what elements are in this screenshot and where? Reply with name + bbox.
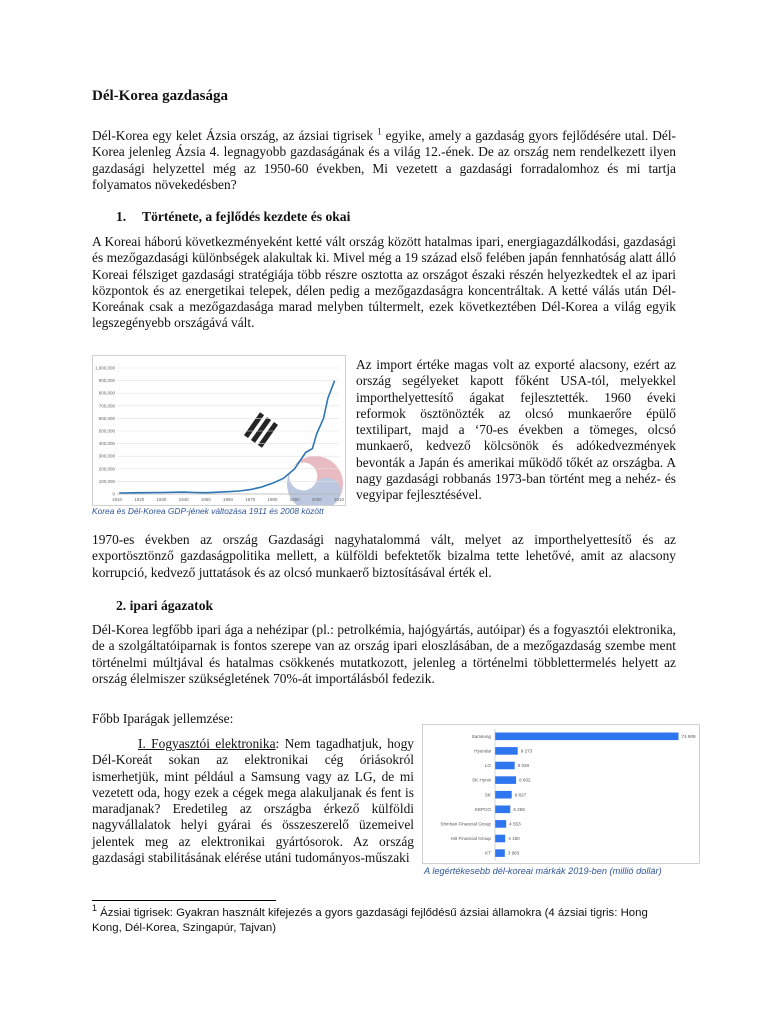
korean-flag-image [244,412,345,505]
section-1-title: Története, a fejlődés kezdete és okai [142,209,351,224]
brand-bar [495,747,518,755]
brand-bar [495,776,516,784]
footnote-mark: 1 [92,903,98,914]
section-2-number: 2. [116,598,127,613]
footnote-text: Ázsiai tigrisek: Gyakran használt kifejezés a gyors gazdasági fejlődésű ázsiai államokra (4 ázsiai tigris: Hong Kong, Dél-Korea, Szingapúr, Tajvan) [92,907,648,934]
brand-category-label: SK Hynix [472,777,491,783]
gdp-y-tick-label: 100,000 [98,478,115,484]
brand-bar [495,835,505,843]
intro-paragraph [92,128,676,193]
gdp-y-tick-label: 600,000 [98,415,115,421]
footnote [92,903,676,936]
gdp-y-tick-label: 900,000 [98,378,115,384]
brand-category-label: LG [484,763,491,769]
brand-value-label: 4 553 [509,821,521,827]
brand-bar [495,820,506,828]
gdp-x-tick-label: 1970 [245,497,256,502]
consumer-electronics-label: I. Fogyasztói elektronika [138,736,276,751]
gdp-y-tick-label: 800,000 [98,390,115,396]
section-1-paragraph-3: 1970-es években az ország Gazdasági nagyhatalommá vált, melyet az importhelyettesítő és az exportösztönző gazdaságpolitika mellett, a külföldi befektetők bizalma tette lehetővé, amit az alacsony korrupció, kedvező juttatások és az olcsó munkaerő biztosításával érték el. [92,532,676,580]
gdp-x-tick-label: 1950 [200,497,211,502]
brand-value-label: 6 258 [513,806,525,812]
brand-bar [495,791,512,799]
gdp-x-tick-label: 1930 [156,497,167,502]
brand-value-label: 6 827 [514,792,527,798]
gdp-y-tick-label: 200,000 [98,466,115,472]
gdp-line-chart [93,356,345,505]
brand-category-label: SK [484,792,491,798]
brands-bar-chart [423,725,699,863]
brands-chart-caption: A legértékesebb dél-koreai márkák 2019-ben (millió dollár) [424,866,662,876]
page-title: Dél-Korea gazdasága [92,88,228,104]
brand-category-label: KEPCO [474,806,491,812]
section-2-heading [116,598,213,614]
gdp-chart-figure [92,355,346,506]
footnote-ref: 1 [377,126,382,137]
intro-text-a: Dél-Korea egy kelet Ázsia ország, az ázsiai tigrisek [92,128,378,143]
consumer-electronics-paragraph [92,736,414,866]
brand-value-label: 74 909 [681,733,696,739]
section-2-paragraph-1: Dél-Korea legfőbb ipari ága a nehézipar (pl.: petrolkémia, hajógyártás, autóipar) és a fogyasztói elektronika, de a szolgáltatóiparnak is fontos szerepe van az ország ipari eloszlásában, de a mezőgazdaság szembe ment történelmi múltjával és hatalmas csökkenés mutatkozott, jelenleg a történelmi többlettermelés helyett az ország élelmiszer szükségletének 70%-át importálásból fedezik. [92,622,676,686]
gdp-x-tick-label: 1980 [267,497,278,502]
brand-value-label: 9 273 [520,748,533,754]
gdp-y-tick-label: 400,000 [98,441,115,447]
brand-value-label: 4 180 [508,836,520,842]
gdp-y-tick-label: 1,000,000 [94,365,115,371]
brand-bar [495,806,510,814]
gdp-y-tick-label: 500,000 [98,428,115,434]
section-2-paragraph-2: Főbb Iparágak jellemzése: [92,711,234,726]
gdp-x-tick-label: 1940 [178,497,189,502]
gdp-chart-caption: Korea és Dél-Korea GDP-jének változása 1911 és 2008 között [92,506,324,516]
section-1-paragraph-2: Az import értéke magas volt az exporté alacsony, ezért az ország segélyeket kapott főként USA-tól, melyekkel importhelyettesítő ágakat fejlesztették. 1960 éveki reformok ösztönözték az olcsó munkaerőre épülő textilipart, majd a ‘70-es években a tömeges, olcsó munkaerő, kedvező kölcsönök és adókedvezmények bevonták a Japán és amerikai működő tőkét az országba. A nagy gazdasági robbanás 1973-ban történt meg a nehéz- és vegyipar fejlesztésével. [356,357,676,503]
brand-category-label: Shinhan Financial Group [440,821,491,827]
brand-category-label: Hyundai [474,748,491,754]
gdp-x-tick-label: 1990 [289,497,300,502]
brand-category-label: Samsung [471,733,491,739]
gdp-y-tick-label: 0 [112,491,115,497]
section-2-title: ipari ágazatok [129,598,214,613]
section-1-heading [116,209,350,225]
brand-bar [495,762,515,770]
brand-bar [495,849,505,857]
intro-text-b: egyike, amely a gazdaság gyors fejlődésére utal. Dél-Korea jelenleg Ázsia 4. legnagyobb gazdaságának és a világ 12.-ének. De az ország nem rendelkezett ilyen gazdasági helyzettel még az 1950-60 években, Mi vezetett a gazdasági forradalomhoz és mi tartja folyamatos növekedésben? [92,128,677,192]
section-1-paragraph-1: A Koreai háború következményeként ketté vált ország között hatalmas ipari, energiagazdálkodási, gazdasági és mezőgazdasági különbségek alakultak ki. Mivel még a 19 század első felében japán fennhatóság alatt álló Koreai félsziget gazdasági stratégiája több részre osztotta az országot északi részén helyezkedtek el az ipari központok és az energetikai telepek, délen pedig a mezőgazdaságra koncentráltak. A ketté válás után Dél-Koreának csak a mezőgazdasága marad melyben túltermelt, ezek következtében Dél-Korea a világ egyik legszegényebb országává vált. [92,234,676,331]
footnote-separator [92,900,276,901]
gdp-x-tick-label: 2010 [333,497,345,502]
brand-value-label: 8 602 [519,777,531,783]
gdp-x-tick-label: 2000 [311,497,322,502]
gdp-x-tick-label: 1920 [134,497,145,502]
brands-chart-figure [422,724,700,864]
gdp-y-tick-label: 300,000 [98,453,115,459]
brand-bar [495,733,679,741]
brand-category-label: KB Financial Group [451,836,491,842]
brand-category-label: KT [485,850,491,856]
gdp-x-tick-label: 1960 [222,497,234,502]
gdp-series-line [119,381,334,493]
consumer-electronics-text: : Nem tagadhatjuk, hogy Dél-Koreát sokan az elektronikai cég óriásokról ismerhetjük, mint például a Samsung vagy az LG, de mi vezetett oda, hogy ezek a cégek mega alakuljanak és fent is maradjanak? Eredetileg az országba érkező külföldi nagyvállalatok helyi gyárai és összeszerelő üzemeivel jelentek meg az elektronikai gyártósorok. Az ország gazdasági stabilitásának elérése utáni tudományos-műszaki [92,736,414,866]
section-1-number: 1. [116,209,127,224]
brand-value-label: 3 983 [507,850,520,856]
gdp-x-tick-label: 1910 [111,497,123,502]
gdp-y-tick-label: 700,000 [98,403,115,409]
brand-value-label: 8 030 [517,763,530,769]
